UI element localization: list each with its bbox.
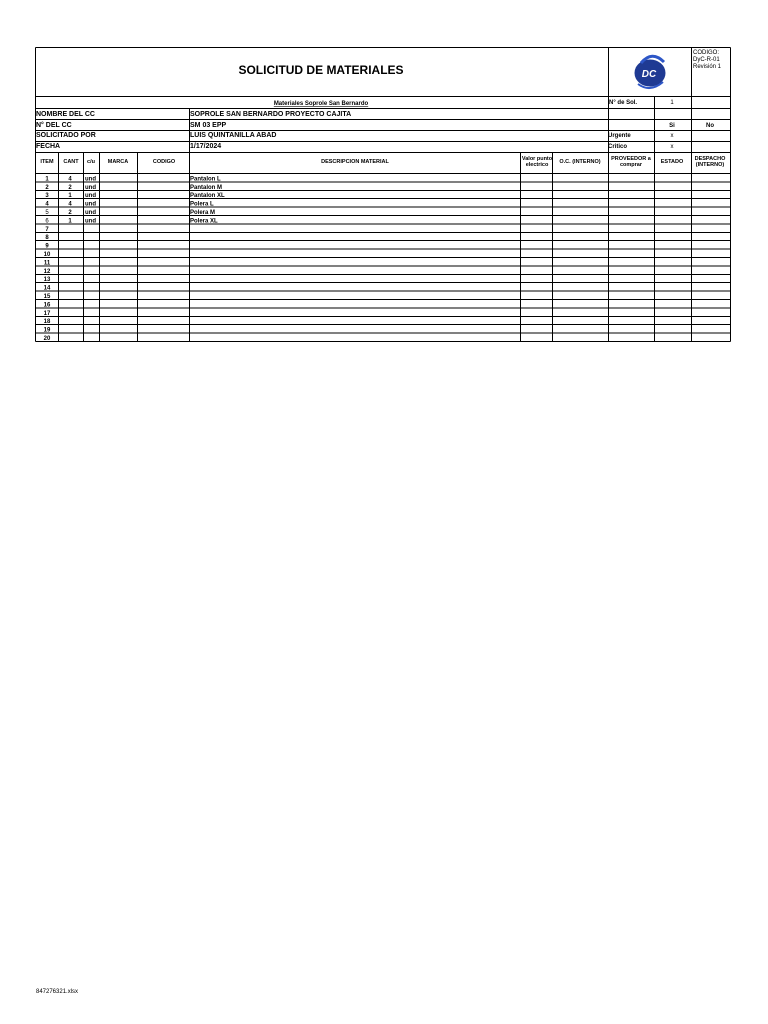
logo-text: DC	[641, 69, 657, 80]
row-description: Polera M	[190, 210, 216, 216]
row-item: 12	[43, 268, 51, 275]
col-despacho: DESPACHO (INTERNO)	[694, 156, 726, 168]
row-description: Polera XL	[190, 218, 218, 225]
row-cant: 4	[68, 201, 72, 208]
col-item: ITEM	[40, 159, 54, 165]
row-item: 11	[43, 260, 51, 267]
row-item: 10	[43, 252, 51, 258]
row-cant: 2	[68, 184, 72, 191]
col-descripcion: DESCRIPCION MATERIAL	[321, 159, 389, 165]
row-item: 4	[45, 201, 49, 208]
col-cu: c/u	[87, 159, 95, 165]
row-cant: 1	[68, 218, 72, 225]
critico-label: Critico	[608, 144, 628, 150]
requested-by-value: LUIS QUINTANILLA ABAD	[190, 132, 277, 139]
date-value: 1/17/2024	[190, 143, 222, 150]
row-cant: 4	[68, 176, 72, 183]
row-item: 8	[45, 235, 49, 242]
col-valor: Valor punto electrico	[521, 156, 553, 168]
row-unit: und	[85, 201, 96, 208]
row-item: 3	[45, 193, 49, 200]
row-description: Pantalon M	[190, 184, 223, 191]
si-label: Si	[669, 123, 675, 129]
row-item: 1	[45, 176, 49, 183]
page-title: SOLICITUD DE MATERIALES	[238, 63, 404, 77]
row-item: 7	[45, 226, 49, 233]
col-marca: MARCA	[107, 159, 129, 165]
table-body	[44, 176, 225, 342]
row-unit: und	[85, 176, 96, 183]
row-item: 19	[43, 327, 51, 334]
cc-number-value: SM 03 EPP	[190, 122, 227, 129]
sol-label: N° de Sol.	[609, 100, 638, 106]
sol-value: 1	[670, 100, 674, 106]
row-item: 5	[45, 210, 49, 216]
row-item: 20	[43, 336, 51, 342]
revision: Revisión 1	[693, 64, 722, 70]
file-name: 847276321.xlsx	[36, 989, 79, 995]
row-item: 18	[43, 319, 51, 326]
row-item: 2	[45, 184, 49, 191]
subtitle: Materiales Soprole San Bernardo	[273, 101, 369, 107]
code-label: CODIGO:	[693, 50, 720, 56]
cc-number-label: N° DEL CC	[36, 122, 72, 129]
row-item: 17	[43, 310, 51, 317]
row-item: 16	[43, 302, 51, 309]
row-item: 9	[45, 243, 49, 250]
cc-name-label: NOMBRE DEL CC	[36, 111, 95, 118]
no-label: No	[706, 123, 714, 129]
row-description: Pantalon L	[190, 176, 221, 183]
col-estado: ESTADO	[660, 159, 684, 165]
code-value: DyC-R-01	[693, 57, 720, 63]
urgente-mark: x	[670, 133, 674, 139]
row-description: Pantalon XL	[190, 193, 225, 200]
row-item: 6	[45, 218, 49, 225]
col-cant: CANT	[63, 159, 79, 165]
logo	[635, 56, 665, 88]
critico-mark: x	[670, 144, 674, 150]
row-cant: 1	[68, 193, 72, 200]
col-codigo: CODIGO	[152, 159, 176, 165]
row-item: 15	[43, 294, 51, 300]
row-unit: und	[85, 193, 96, 200]
row-item: 14	[43, 285, 51, 292]
row-unit: und	[85, 218, 96, 225]
date-label: FECHA	[36, 143, 61, 150]
col-proveedor: PROVEEDOR a comprar	[611, 156, 651, 168]
cc-name-value: SOPROLE SAN BERNARDO PROYECTO CAJITA	[190, 111, 352, 118]
requested-by-label: SOLICITADO POR	[36, 132, 96, 139]
row-unit: und	[85, 184, 96, 191]
col-oc: O.C. (INTERNO)	[559, 159, 601, 165]
row-item: 13	[43, 277, 51, 284]
urgente-label: Urgente	[608, 133, 631, 139]
row-unit: und	[85, 210, 96, 216]
row-description: Polera L	[190, 201, 214, 208]
grid-lines	[36, 48, 731, 342]
row-cant: 2	[68, 210, 72, 216]
